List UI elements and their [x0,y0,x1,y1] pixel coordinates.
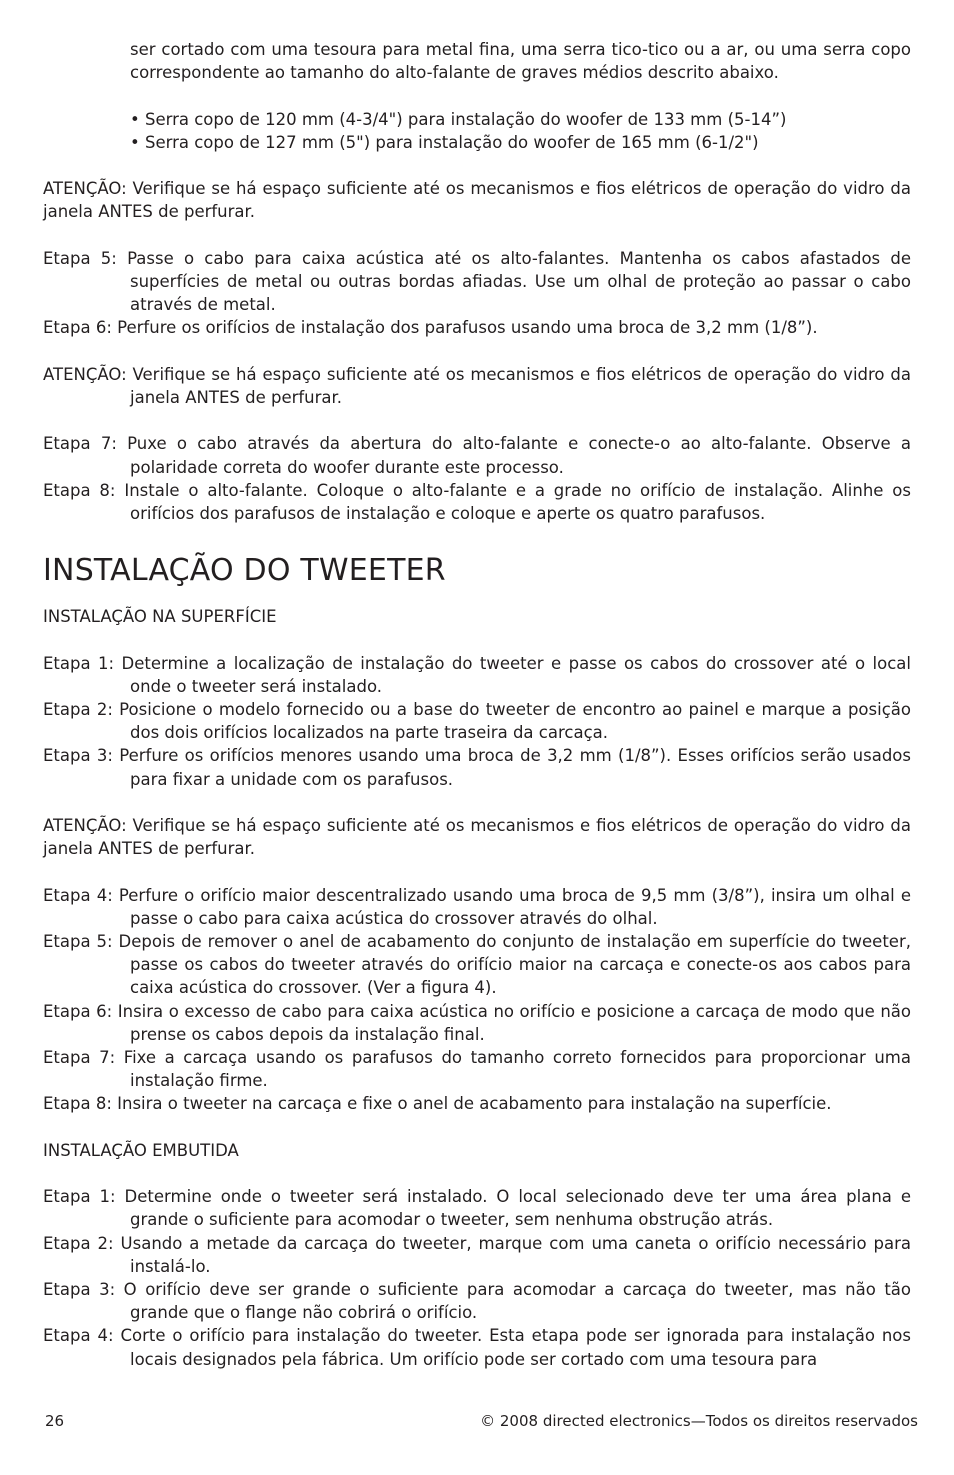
step-paragraph: Etapa 7: Fixe a carcaça usando os parafusos do tamanho correto fornecidos para proporcionar uma instalação firme. [43,1048,911,1091]
step-paragraph: Etapa 5: Passe o cabo para caixa acústica até os alto-falantes. Mantenha os cabos afastados de superfícies de metal ou outras bordas afiadas. Use um olhal de proteção ao passar o cabo através de metal. [43,248,911,315]
copyright-notice: © 2008 directed electronics—Todos os direitos reservados [480,1412,918,1430]
section-heading: INSTALAÇÃO DO TWEETER [43,553,446,589]
step-paragraph: Etapa 5: Depois de remover o anel de acabamento do conjunto de instalação em superfície do tweeter, passe os cabos do tweeter através do orifício maior na carcaça e conecte-os aos cabos para caixa acústica do crossover. (Ver a figura 4). [43,931,911,998]
step-paragraph: Etapa 8: Instale o alto-falante. Coloque o alto-falante e a grade no orifício de instalação. Alinhe os orifícios dos parafusos de instalação e coloque e aperte os quatro parafusos. [43,480,911,523]
step-paragraph: Etapa 3: Perfure os orifícios menores usando uma broca de 3,2 mm (1/8”). Esses orifícios serão usados para fixar a unidade com os parafusos. [43,746,911,789]
subsection-heading: INSTALAÇÃO EMBUTIDA [43,1140,239,1160]
step-paragraph: Etapa 2: Posicione o modelo fornecido ou a base do tweeter de encontro ao painel e marque a posição dos dois orifícios localizados na parte traseira da carcaça. [43,699,911,743]
step-paragraph: Etapa 8: Insira o tweeter na carcaça e fixe o anel de acabamento para instalação na superfície. [43,1094,832,1114]
step-paragraph: Etapa 6: Insira o excesso de cabo para caixa acústica no orifício e posicione a carcaça de modo que não prense os cabos depois da instalação final. [43,1001,911,1044]
step-paragraph: Etapa 7: Puxe o cabo através da abertura do alto-falante e conecte-o ao alto-falante. Observe a polaridade correta do woofer durante este processo. [43,434,911,477]
step-paragraph: Etapa 6: Perfure os orifícios de instalação dos parafusos usando uma broca de 3,2 mm (1/8”). [43,318,818,338]
attention-note: ATENÇÃO: Verifique se há espaço suficiente até os mecanismos e fios elétricos de operação do vidro da janela ANTES de perfurar. [43,179,911,222]
step-paragraph: Etapa 1: Determine onde o tweeter será instalado. O local selecionado deve ter uma área plana e grande o suficiente para acomodar o tweeter, sem nenhuma obstrução atrás. [43,1187,911,1230]
attention-note: ATENÇÃO: Verifique se há espaço suficiente até os mecanismos e fios elétricos de operação do vidro da janela ANTES de perfurar. [43,815,911,859]
page-number: 26 [45,1412,65,1430]
step-paragraph: Etapa 4: Perfure o orifício maior descentralizado usando uma broca de 9,5 mm (3/8”), insira um olhal e passe o cabo para caixa acústica do crossover através do olhal. [43,885,911,928]
bullet-item: • Serra copo de 127 mm (5") para instalação do woofer de 165 mm (6-1/2") [130,132,759,152]
step-paragraph: Etapa 2: Usando a metade da carcaça do tweeter, marque com uma caneta o orifício necessário para instalá-lo. [43,1233,911,1276]
step-paragraph: Etapa 3: O orifício deve ser grande o suficiente para acomodar a carcaça do tweeter, mas não tão grande que o flange não cobrirá o orifício. [43,1280,911,1323]
manual-page [43,38,911,1371]
subsection-heading: INSTALAÇÃO NA SUPERFÍCIE [43,607,277,627]
intro-continuation: ser cortado com uma tesoura para metal fina, uma serra tico-tico ou a ar, ou uma serra copo correspondente ao tamanho do alto-falante de graves médios descrito abaixo. [130,40,911,83]
step-paragraph: Etapa 4: Corte o orifício para instalação do tweeter. Esta etapa pode ser ignorada para instalação nos locais designados pela fábrica. Um orifício pode ser cortado com uma tesoura para [43,1326,911,1369]
attention-note: ATENÇÃO: Verifique se há espaço suficiente até os mecanismos e fios elétricos de operação do vidro da janela ANTES de perfurar. [43,364,911,407]
bullet-item: • Serra copo de 120 mm (4-3/4") para instalação do woofer de 133 mm (5-14”) [130,109,787,129]
step-paragraph: Etapa 1: Determine a localização de instalação do tweeter e passe os cabos do crossover até o local onde o tweeter será instalado. [43,653,911,696]
